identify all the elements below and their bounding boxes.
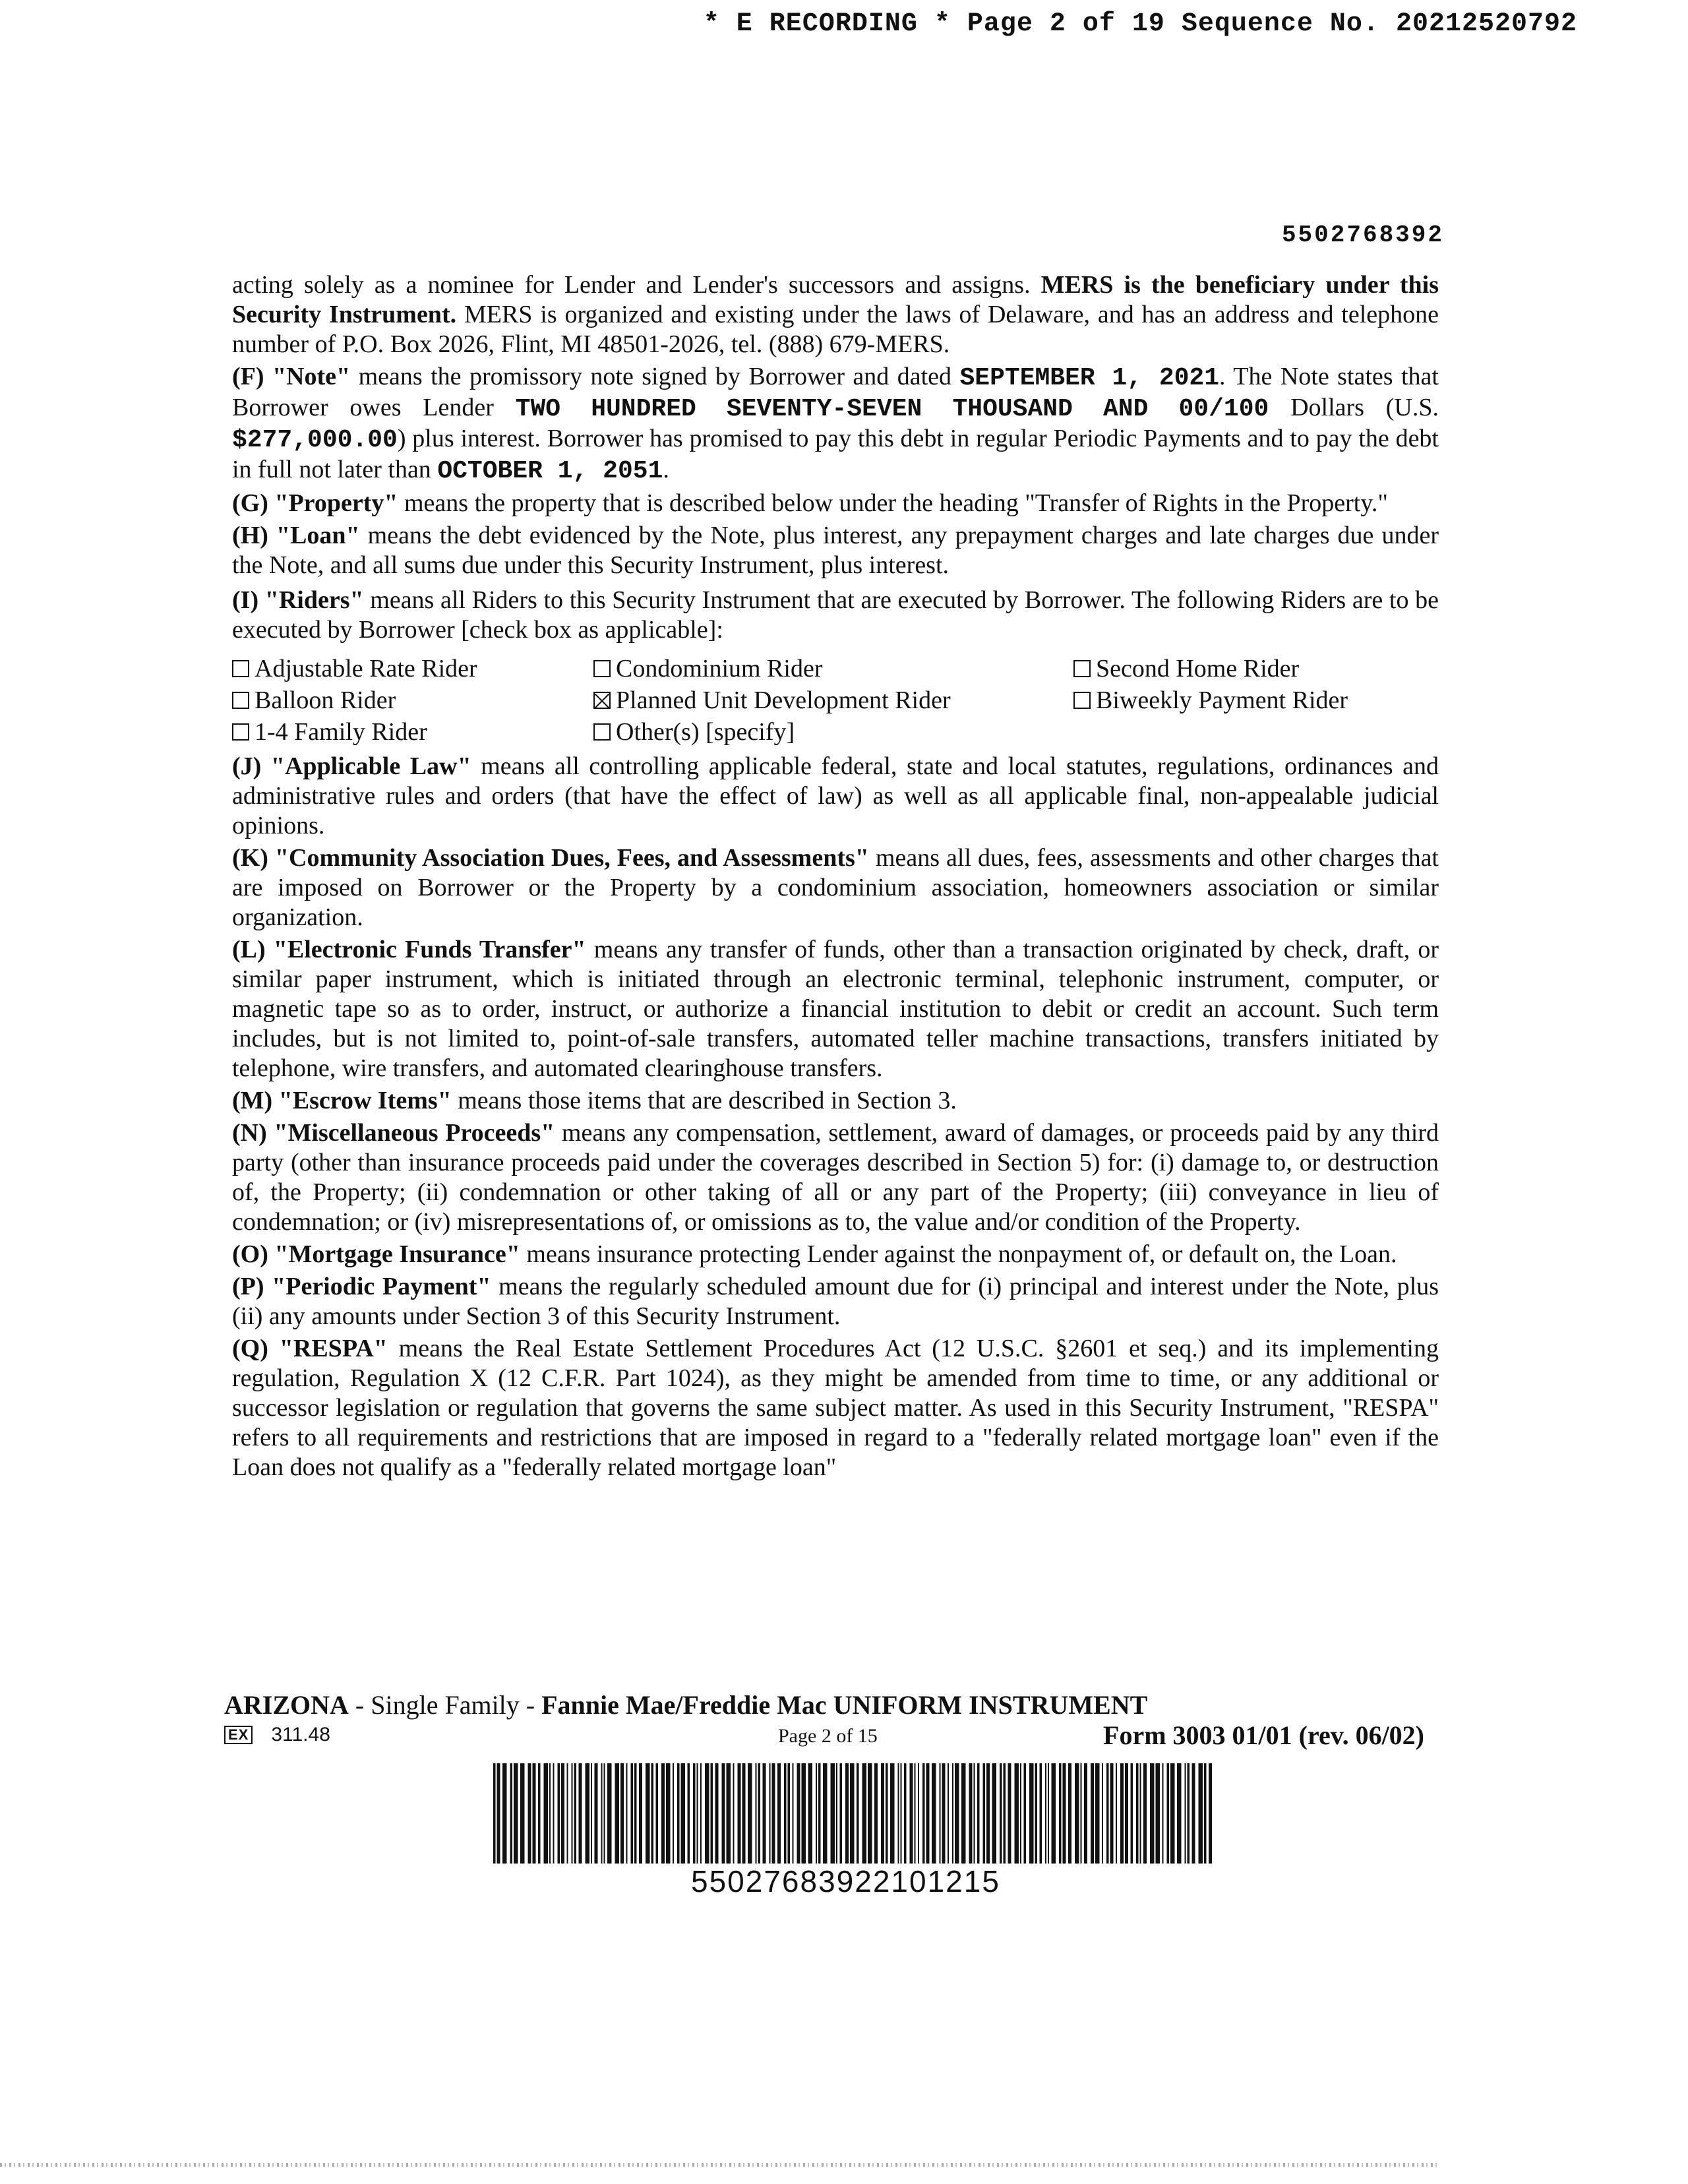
paragraph-f-note: (F) "Note" means the promissory note signed by Borrower and dated SEPTEMBER 1, 2021. The Note states that Borrower owes Lender TWO HUNDRED SEVENTY-SEVEN THOUSAND AND 00/100 Dollars (U.S. $277,000.00) plus interest. Borrower has promised to pay this debt in regular Periodic Payments and to pay the debt in full not later than OCTOBER 1, 2051. [232, 363, 1439, 485]
rider-others[interactable]: Other(s) [specify] [593, 716, 1073, 748]
term-label: (Q) "RESPA" [232, 1335, 388, 1362]
barcode-bar [681, 1763, 686, 1864]
barcode-bar [646, 1763, 650, 1864]
rider-balloon[interactable]: Balloon Rider [232, 684, 593, 716]
barcode-bar [1035, 1763, 1038, 1864]
barcode-bar [845, 1763, 849, 1864]
barcode-bar [1209, 1763, 1212, 1864]
barcode-bar [631, 1763, 634, 1864]
barcode-bar [567, 1763, 568, 1864]
barcode-bar [1143, 1763, 1147, 1864]
barcode-number: 55027683922101215 [691, 1864, 1000, 1898]
barcode-bar [561, 1763, 564, 1864]
barcode-bar [579, 1763, 582, 1864]
barcode-bar [1185, 1763, 1186, 1864]
barcode-bar [591, 1763, 592, 1864]
footer-instrument: Fannie Mae/Freddie Mac UNIFORM INSTRUMENT [541, 1690, 1148, 1720]
barcode-bar [595, 1763, 598, 1864]
barcode-bar [1048, 1763, 1049, 1864]
barcode-bar [857, 1763, 859, 1864]
term-label: (L) "Electronic Funds Transfer" [232, 936, 586, 963]
barcode-bar [763, 1763, 766, 1864]
barcode-bar [1063, 1763, 1066, 1864]
barcode-bar [890, 1763, 895, 1864]
barcode-bar [538, 1763, 541, 1864]
barcode-bar [727, 1763, 731, 1864]
barcode-bar [510, 1763, 513, 1864]
footer-state: ARIZONA [224, 1690, 349, 1720]
barcode-bar [932, 1763, 936, 1864]
barcode-bar [733, 1763, 735, 1864]
barcode-bar [626, 1763, 628, 1864]
barcode-bar [1045, 1763, 1046, 1864]
paragraph-n-misc-proceeds: (N) "Miscellaneous Proceeds" means any compensation, settlement, award of damages, or proceeds paid by any third party (other than insurance proceeds paid under the coverages described in Section 5) for: (i) damage to, or destruction of, the Property; (ii) condemnation or other taking of all or any part of the Property; (iii) conveyance in lieu of condemnation; or (iv) misrepresentations of, or omissions as to, the value and/or condition of the Property. [232, 1119, 1439, 1236]
term-label: (H) "Loan" [232, 522, 360, 549]
barcode-bar [634, 1763, 637, 1864]
barcode-bar [926, 1763, 930, 1864]
barcode-bar [738, 1763, 741, 1864]
barcode-bar [1177, 1763, 1182, 1864]
barcode-bar [742, 1763, 746, 1864]
barcode-bar [1024, 1763, 1027, 1864]
barcode-bar [918, 1763, 919, 1864]
barcode-bar [840, 1763, 843, 1864]
barcode-icon [493, 1763, 1212, 1864]
barcode-bar [808, 1763, 813, 1864]
barcode-bar [1116, 1763, 1117, 1864]
barcode-bar [697, 1763, 698, 1864]
document-body [232, 270, 1439, 1485]
barcode-bar [693, 1763, 696, 1864]
barcode-bar [992, 1763, 997, 1864]
barcode-bar [1199, 1763, 1203, 1864]
barcode-bar [769, 1763, 771, 1864]
barcode-bar [1204, 1763, 1207, 1864]
barcode-bar [661, 1763, 665, 1864]
checkbox-icon[interactable] [232, 660, 249, 677]
paragraph-j-applicable-law: (J) "Applicable Law" means all controlling applicable federal, state and local statutes, regulations, ordinances and administrative rules and orders (that have the effect of law) as well as all applicable final, non-appealable judicial opinions. [232, 752, 1439, 839]
barcode-bar [1102, 1763, 1103, 1864]
barcode-bar [1162, 1763, 1164, 1864]
barcode-bar [850, 1763, 855, 1864]
barcode-bar [955, 1763, 959, 1864]
barcode-bar [904, 1763, 907, 1864]
barcode-bar [1008, 1763, 1011, 1864]
term-label: (G) "Property" [232, 489, 398, 517]
checkbox-icon[interactable] [593, 723, 611, 741]
barcode-bar [758, 1763, 761, 1864]
barcode-bar [639, 1763, 642, 1864]
barcode-bar [898, 1763, 899, 1864]
barcode-bar [777, 1763, 781, 1864]
barcode-bar [772, 1763, 775, 1864]
paragraph-m-escrow-items: (M) "Escrow Items" means those items that are described in Section 3. [232, 1087, 957, 1114]
barcode-bar [1131, 1763, 1133, 1864]
barcode-bar [1136, 1763, 1139, 1864]
barcode-bar [1015, 1763, 1019, 1864]
term-label: (N) "Miscellaneous Proceeds" [232, 1119, 555, 1147]
barcode-bar [1052, 1763, 1056, 1864]
barcode-bar [1120, 1763, 1124, 1864]
barcode-bar [1188, 1763, 1190, 1864]
barcode-bar [1084, 1763, 1087, 1864]
barcode-bar [1106, 1763, 1109, 1864]
term-label: (I) "Riders" [232, 586, 364, 614]
barcode-bar [952, 1763, 953, 1864]
barcode-bar [948, 1763, 949, 1864]
footer-form-code [224, 1724, 330, 1746]
barcode-bar [868, 1763, 872, 1864]
barcode-bar [1150, 1763, 1155, 1864]
mers-beneficiary-statement: MERS is the beneficiary under this Security Instrument. [232, 271, 1439, 328]
barcode-bar [915, 1763, 916, 1864]
paragraph-h-loan: (H) "Loan" means the debt evidenced by the Note, plus interest, any prepayment charges and late charges due under the Note, and all sums due under this Security Instrument, plus interest. [232, 522, 1439, 579]
paragraph-l-eft: (L) "Electronic Funds Transfer" means any transfer of funds, other than a transaction originated by check, draft, or similar paper instrument, which is initiated through an electronic terminal, telephonic instrument, computer, or magnetic tape so as to order, instruct, or authorize a financial institution to debit or credit an account. Such term includes, but is not limited to, point-of-sale transfers, automated teller machine transactions, transfers initiated by telephone, wire transfers, and automated clearinghouse transfers. [232, 936, 1439, 1082]
barcode-bar [666, 1763, 671, 1864]
barcode-bar [823, 1763, 828, 1864]
rider-second-home[interactable]: Second Home Rider [1073, 653, 1443, 684]
barcode-bar [1091, 1763, 1094, 1864]
barcode-bar [604, 1763, 605, 1864]
barcode-bar [528, 1763, 531, 1864]
barcode-bar [1059, 1763, 1062, 1864]
checkbox-icon[interactable] [232, 692, 249, 709]
barcode-bar [974, 1763, 975, 1864]
barcode-bar [586, 1763, 590, 1864]
barcode-bar [756, 1763, 757, 1864]
paragraph-e: acting solely as a nominee for Lender and Lender's successors and assigns. MERS is the beneficiary under this Security Instrument. MERS is organized and existing under the laws of Delaware, and has an address and telephone number of P.O. Box 2026, Flint, MI 48501-2026, tel. (888) 679-MERS. [232, 271, 1439, 358]
form-code: 311.48 [271, 1724, 330, 1745]
barcode-bar [1081, 1763, 1082, 1864]
barcode-bar [831, 1763, 835, 1864]
barcode-bar [677, 1763, 680, 1864]
barcode-bar [651, 1763, 654, 1864]
term-label: (M) "Escrow Items" [232, 1087, 452, 1114]
barcode-bar [1004, 1763, 1006, 1864]
barcode-bar [673, 1763, 674, 1864]
barcode-bar [1000, 1763, 1002, 1864]
barcode-bar [1192, 1763, 1195, 1864]
barcode-bar [793, 1763, 794, 1864]
loan-amount-words: TWO HUNDRED SEVENTY-SEVEN THOUSAND AND 00/100 [515, 395, 1269, 423]
barcode-bar [572, 1763, 573, 1864]
barcode-bar [881, 1763, 884, 1864]
barcode-bar [784, 1763, 787, 1864]
barcode-bar [688, 1763, 690, 1864]
checked-checkbox-icon[interactable] [593, 692, 611, 709]
rider-condominium[interactable]: Condominium Rider [593, 653, 1073, 684]
rider-planned-unit-development[interactable]: Planned Unit Development Rider [593, 684, 1073, 716]
paragraph-i-riders: (I) "Riders" means all Riders to this Security Instrument that are executed by Borrower. The following Riders are to be executed by Borrower [check box as applicable]: [232, 586, 1439, 644]
checkbox-icon[interactable] [232, 723, 249, 741]
barcode-bar [544, 1763, 549, 1864]
barcode-bar [553, 1763, 555, 1864]
note-date: SEPTEMBER 1, 2021 [959, 364, 1220, 392]
barcode-bar [705, 1763, 709, 1864]
barcode-bar [977, 1763, 980, 1864]
loan-number: 5502768392 [1281, 222, 1444, 249]
page-indicator: Page 2 of 15 [778, 1725, 878, 1747]
checkbox-icon[interactable] [1073, 692, 1091, 709]
barcode-bar [549, 1763, 551, 1864]
barcode-bar [1110, 1763, 1114, 1864]
barcode-bar [615, 1763, 620, 1864]
barcode-bar [797, 1763, 800, 1864]
barcode-bar [497, 1763, 500, 1864]
barcode-bar [874, 1763, 878, 1864]
term-label: (K) "Community Association Dues, Fees, and Assessments" [232, 844, 869, 872]
barcode-bar [901, 1763, 902, 1864]
barcode-bar [802, 1763, 806, 1864]
barcode-bar [1167, 1763, 1170, 1864]
barcode-bar [986, 1763, 990, 1864]
barcode-bar [620, 1763, 624, 1864]
loan-amount: $277,000.00 [232, 426, 398, 454]
term-label: (J) "Applicable Law" [232, 752, 471, 780]
barcode-bar [1156, 1763, 1160, 1864]
barcode-bar [942, 1763, 946, 1864]
barcode-bar [818, 1763, 821, 1864]
rider-adjustable-rate[interactable]: Adjustable Rate Rider [232, 653, 593, 684]
barcode-bar [533, 1763, 536, 1864]
barcode-bar [1020, 1763, 1021, 1864]
footer-instrument-title: ARIZONA - Single Family - Fannie Mae/Freddie Mac UNIFORM INSTRUMENT [224, 1690, 1148, 1720]
barcode-bar [1095, 1763, 1100, 1864]
barcode-bar [862, 1763, 867, 1864]
term-label: (F) "Note" [232, 363, 351, 390]
barcode-bar [748, 1763, 752, 1864]
checkbox-icon[interactable] [593, 660, 611, 677]
barcode-bar [1170, 1763, 1175, 1864]
barcode-bar [711, 1763, 713, 1864]
barcode-bar [788, 1763, 791, 1864]
barcode-bar [1029, 1763, 1034, 1864]
barcode-bar [656, 1763, 659, 1864]
term-label: (P) "Periodic Payment" [232, 1273, 491, 1300]
barcode-bar [715, 1763, 719, 1864]
maturity-date: OCTOBER 1, 2051 [437, 457, 663, 485]
barcode-bar [700, 1763, 702, 1864]
barcode-bar [493, 1763, 496, 1864]
paragraph-k-association-dues: (K) "Community Association Dues, Fees, and Assessments" means all dues, fees, assessments and other charges that are imposed on Borrower or the Property by a condominium association, homeowners association or similar organization. [232, 844, 1439, 931]
checkbox-icon[interactable] [1073, 660, 1091, 677]
term-label: (O) "Mortgage Insurance" [232, 1240, 520, 1268]
barcode-bar [514, 1763, 518, 1864]
paragraph-g-property: (G) "Property" means the property that is described below under the heading "Transfer of Rights in the Property." [232, 489, 1388, 517]
barcode-bar [940, 1763, 941, 1864]
barcode-bar [969, 1763, 973, 1864]
barcode-bar [722, 1763, 725, 1864]
scan-artifact-line [0, 2163, 1437, 2167]
barcode-bar [574, 1763, 577, 1864]
barcode-bar [502, 1763, 507, 1864]
rider-1-4-family[interactable]: 1-4 Family Rider [232, 716, 593, 748]
barcode-bar [1040, 1763, 1042, 1864]
barcode-bar [1075, 1763, 1079, 1864]
ellie-mae-logo-icon: EX [224, 1726, 253, 1744]
barcode-bar [601, 1763, 603, 1864]
barcode-bar [1140, 1763, 1141, 1864]
riders-checklist [232, 653, 1439, 748]
paragraph-q-respa: (Q) "RESPA" means the Real Estate Settlement Procedures Act (12 U.S.C. §2601 et seq.) and its implementing regulation, Regulation X (12 C.F.R. Part 1024), as they might be amended from time to time, or any additional or successor legislation or regulation that governs the same subject matter. As used in this Security Instrument, "RESPA" refers to all requirements and restrictions that are imposed in regard to a "federally related mortgage loan" even if the Loan does not qualify as a "federally related mortgage loan" [232, 1335, 1439, 1481]
barcode-bar [961, 1763, 966, 1864]
rider-biweekly-payment[interactable]: Biweekly Payment Rider [1073, 684, 1443, 716]
form-number: Form 3003 01/01 (rev. 06/02) [1103, 1720, 1424, 1750]
recording-header: * E RECORDING * Page 2 of 19 Sequence No. 20212520792 [703, 9, 1577, 39]
paragraph-o-mortgage-insurance: (O) "Mortgage Insurance" means insurance protecting Lender against the nonpayment of, or default on, the Loan. [232, 1240, 1397, 1268]
barcode-bar [558, 1763, 560, 1864]
barcode-bar [836, 1763, 837, 1864]
barcode-bar [1125, 1763, 1128, 1864]
barcode-bar [1068, 1763, 1071, 1864]
paragraph-p-periodic-payment: (P) "Periodic Payment" means the regularly scheduled amount due for (i) principal and interest under the Note, plus (ii) any amounts under Section 3 of this Security Instrument. [232, 1273, 1439, 1330]
barcode-bar [520, 1763, 525, 1864]
barcode-bar [922, 1763, 925, 1864]
barcode-bar [910, 1763, 913, 1864]
barcode-bar [607, 1763, 612, 1864]
barcode-bar [983, 1763, 986, 1864]
barcode-bar [816, 1763, 817, 1864]
barcode-bar [886, 1763, 888, 1864]
